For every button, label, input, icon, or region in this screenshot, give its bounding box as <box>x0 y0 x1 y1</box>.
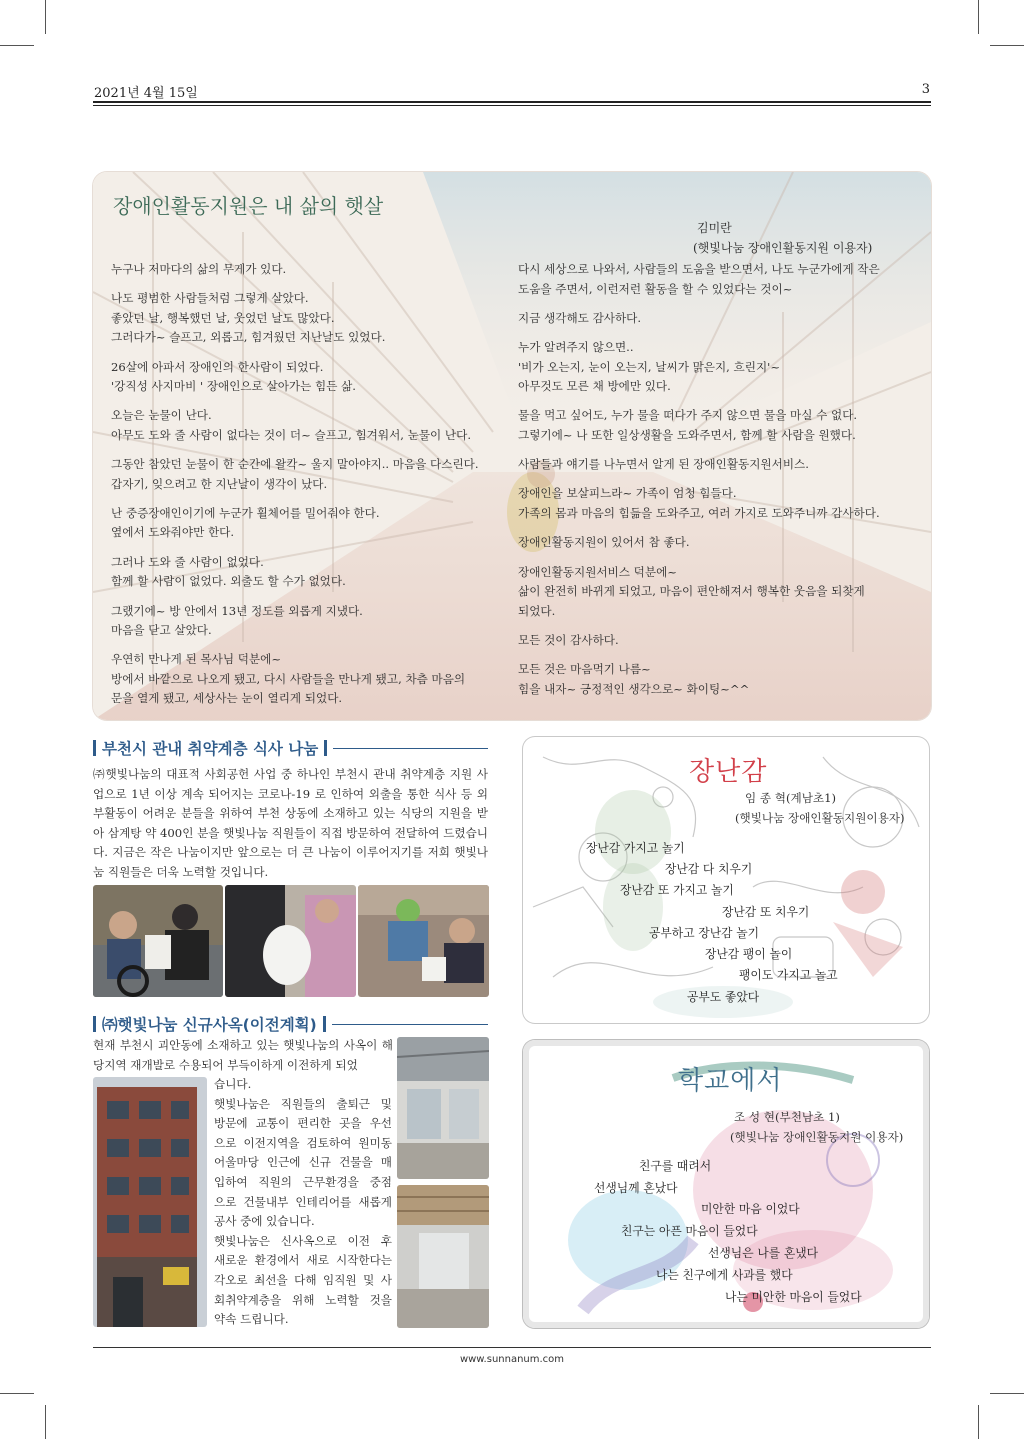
essay-paragraph: 모든 것이 감사하다. <box>518 632 619 647</box>
crop-mark <box>0 45 34 46</box>
office-line: 햇빛나눔은 직원들의 출퇴근 및 <box>214 1096 392 1111</box>
author-affiliation: (햇빛나눔 장애인활동지원이용자) <box>735 810 905 825</box>
poem-line: 친구는 아픈 마음이 들었다 <box>621 1224 758 1238</box>
crop-mark <box>990 1393 1024 1394</box>
poem-line: 장난감 가지고 놀기 <box>586 841 685 855</box>
office-line: 방문에 교통이 편리한 곳을 우선 <box>214 1116 392 1131</box>
essay-paragraph: 모든 것은 마음먹기 나름~ 힘을 내자~ 긍정적인 생각으로~ 화이팅~^^ <box>518 662 750 696</box>
crop-mark <box>978 1405 979 1439</box>
poem-line: 장난감 다 치우기 <box>665 862 753 876</box>
meal-photo-2 <box>225 885 356 997</box>
essay-paragraph: 그랬기에~ 방 안에서 13년 정도를 외롭게 지냈다. 마음을 닫고 살았다. <box>111 603 363 638</box>
poem-line: 장난감 또 치우기 <box>722 905 810 919</box>
office-line: 입하여 직원의 근무환경을 중점 <box>214 1174 392 1189</box>
poem-line: 미안한 마음 이었다 <box>701 1202 800 1216</box>
crop-mark <box>978 0 979 34</box>
office-intro <box>93 1036 393 1075</box>
office-line: 으로 건물내부 인테리어를 새롭게 <box>214 1194 392 1209</box>
header-rule <box>93 101 931 103</box>
poem-school-author <box>730 1108 903 1147</box>
essay-title: 장애인활동지원은 내 삶의 햇살 <box>113 194 384 218</box>
poem-school-title: 학교에서 <box>678 1066 783 1096</box>
crop-mark <box>0 1393 34 1394</box>
author-affiliation: (햇빛나눔 장애인활동지원 이용자) <box>693 241 873 255</box>
office-line: 각오로 최선을 다해 임직원 및 사 <box>214 1272 392 1287</box>
office-line: 회취약계층을 위해 노력할 것을 <box>214 1292 392 1307</box>
crop-mark <box>990 45 1024 46</box>
author-name: 조 성 현(부천남초 1) <box>734 1110 840 1124</box>
essay-paragraph: 누가 알려주지 않으면.. '비가 오는지, 눈이 오는지, 날씨가 맑은지, 흐린지'~ 아무것도 모른 채 방에만 있다. <box>518 340 781 394</box>
essay-left-column <box>111 260 506 719</box>
office-line: 약속 드립니다. <box>214 1312 289 1327</box>
essay-paragraph: 그동안 참았던 눈물이 한 순간에 왈칵~ 울지 말아야지.. 마음을 다스린다. 갑자기, 잊으려고 한 지난날이 생각이 났다. <box>111 457 479 491</box>
office-line: 햇빛나눔은 신사옥으로 이전 후 <box>214 1233 392 1248</box>
author-affiliation: (햇빛나눔 장애인활동지원 이용자) <box>730 1129 904 1144</box>
footer-url: www.sunnanum.com <box>459 1354 565 1365</box>
building-photo <box>93 1077 207 1327</box>
interior-photo-2 <box>397 1185 489 1328</box>
essay-paragraph: 장애인활동지원서비스 덕분에~ 삶이 완전히 바뀌게 되었고, 마음이 편안해져서 행복한 웃음을 되찾게 되었다. <box>518 564 865 618</box>
essay-paragraph: 지금 생각해도 감사하다. <box>518 310 642 325</box>
poem-school-panel <box>523 1040 929 1328</box>
essay-paragraph: 장애인활동지원이 있어서 참 좋다. <box>518 535 690 550</box>
essay-paragraph: 오늘은 눈물이 난다. 아무도 도와 줄 사람이 없다는 것이 더~ 슬프고, 힘겨워서, 눈물이 난다. <box>111 408 472 442</box>
essay-panel <box>93 172 931 720</box>
meal-photo-1 <box>93 885 223 997</box>
office-line: 습니다. <box>214 1077 252 1091</box>
essay-paragraph: 다시 세상으로 나와서, 사람들의 도움을 받으면서, 나도 누군가에게 작은 도움을 주면서, 이런저런 활동을 할 수 있었다는 것이~ <box>518 262 880 296</box>
meal-photo-3 <box>358 885 489 997</box>
poem-line: 나는 미안한 마음이 들었다 <box>725 1290 862 1304</box>
essay-paragraph: 우연히 만나게 된 목사님 덕분에~ 방에서 바깥으로 나오게 됐고, 다시 사람들을 만나게 됐고, 차츰 마음의 문을 열게 됐고, 세상사는 눈이 열리게 되었다. <box>111 652 466 706</box>
footer-rule <box>93 1347 931 1348</box>
author-name: 김미란 <box>697 221 732 235</box>
essay-paragraph: 사람들과 얘기를 나누면서 알게 된 장애인활동지원서비스. <box>518 457 809 472</box>
interior-photo-1 <box>397 1037 489 1179</box>
essay-right-column <box>518 260 918 709</box>
poem-toys-panel <box>523 737 929 1023</box>
poem-toys-title: 장난감 <box>689 757 768 787</box>
office-line: 어울마당 인근에 신규 건물을 매 <box>214 1155 392 1170</box>
poem-line: 나는 친구에게 사과를 했다 <box>656 1268 793 1282</box>
office-intro-text: 현재 부천시 괴안동에 소재하고 있는 햇빛나눔의 사옥이 해당지역 재개발로 수용되어 부득이하게 이전하게 되었 <box>93 1038 393 1072</box>
author-name: 임 종 혁(계남초1) <box>745 791 836 805</box>
office-section-heading <box>93 1013 488 1035</box>
essay-paragraph: 누구나 저마다의 삶의 무게가 있다. <box>111 262 287 276</box>
meal-body-text: ㈜햇빛나눔의 대표적 사회공헌 사업 중 하나인 부천시 관내 취약계층 지원 사업으로 1년 이상 계속 되어지는 코로나-19 로 인하여 외출을 통한 식사 등 외부활동이 어려운 분들을 위하여 부천 상동에 소재하고 있는 식당의 지원을 받아 삼계탕 약 400인 분을 햇빛나눔 직원들이 직접 방문하여 전달하여 드렸습니다. 지금은 작은 나눔이지만 앞으로는 더 큰 나눔이 이루어지기를 저희 햇빛나눔 직원들은 더욱 노력할 것입니다. <box>93 767 488 879</box>
poem-line: 친구를 때려서 <box>639 1159 712 1173</box>
essay-paragraph: 물을 먹고 싶어도, 누가 물을 떠다가 주지 않으면 물을 마실 수 없다. 그렇기에~ 나 또한 일상생활을 도와주면서, 함께 할 사람을 원했다. <box>518 408 858 442</box>
crop-mark <box>45 1405 46 1439</box>
header-rule <box>93 105 931 106</box>
poem-line: 공부도 좋았다 <box>687 990 760 1004</box>
meal-heading-text: 부천시 관내 취약계층 식사 나눔 <box>102 740 319 758</box>
poem-line: 선생님께 혼났다 <box>594 1181 678 1195</box>
poem-line: 장난감 팽이 놀이 <box>705 947 793 961</box>
issue-date: 2021년 4월 15일 <box>94 86 198 101</box>
poem-line: 팽이도 가지고 놀고 <box>739 968 838 982</box>
meal-section-body <box>93 765 488 883</box>
office-heading-text: ㈜햇빛나눔 신규사옥(이전계획) <box>102 1016 317 1034</box>
essay-paragraph: 26살에 아파서 장애인의 한사람이 되었다. '강직성 사지마비 ' 장애인으로 살아가는 힘든 삶. <box>111 359 356 394</box>
poem-line: 선생님은 나를 혼냈다 <box>708 1246 819 1260</box>
essay-paragraph: 그러나 도와 줄 사람이 없었다. 함께 할 사람이 없었다. 외출도 할 수가 없었다. <box>111 554 346 589</box>
poem-line: 공부하고 장난감 놀기 <box>649 926 760 940</box>
office-body <box>214 1075 392 1330</box>
office-line: 으로 이전지역을 검토하여 원미동 <box>214 1135 392 1150</box>
poem-line: 장난감 또 가지고 놀기 <box>620 883 734 897</box>
essay-paragraph: 장애인을 보살피느라~ 가족이 엄청 힘들다. 가족의 몸과 마음의 힘듦을 도와주고, 여러 가지로 도와주니까 감사하다. <box>518 486 880 520</box>
essay-paragraph: 나도 평범한 사람들처럼 그렇게 살았다. 좋았던 날, 행복했던 날, 웃었던 날도 많았다. 그러다가~ 슬프고, 외롭고, 힘겨웠던 지난날도 있었다. <box>111 291 386 345</box>
essay-author <box>693 218 872 258</box>
essay-paragraph: 난 중증장애인이기에 누군가 휠체어를 밀어줘야 한다. 옆에서 도와줘야만 한다. <box>111 505 380 540</box>
page-number: 3 <box>921 82 930 97</box>
meal-section-heading <box>93 737 488 759</box>
office-line: 공사 중에 있습니다. <box>214 1214 315 1229</box>
crop-mark <box>45 0 46 34</box>
poem-toys-author <box>735 789 905 828</box>
office-line: 새로운 환경에서 새로 시작한다는 <box>214 1253 392 1268</box>
